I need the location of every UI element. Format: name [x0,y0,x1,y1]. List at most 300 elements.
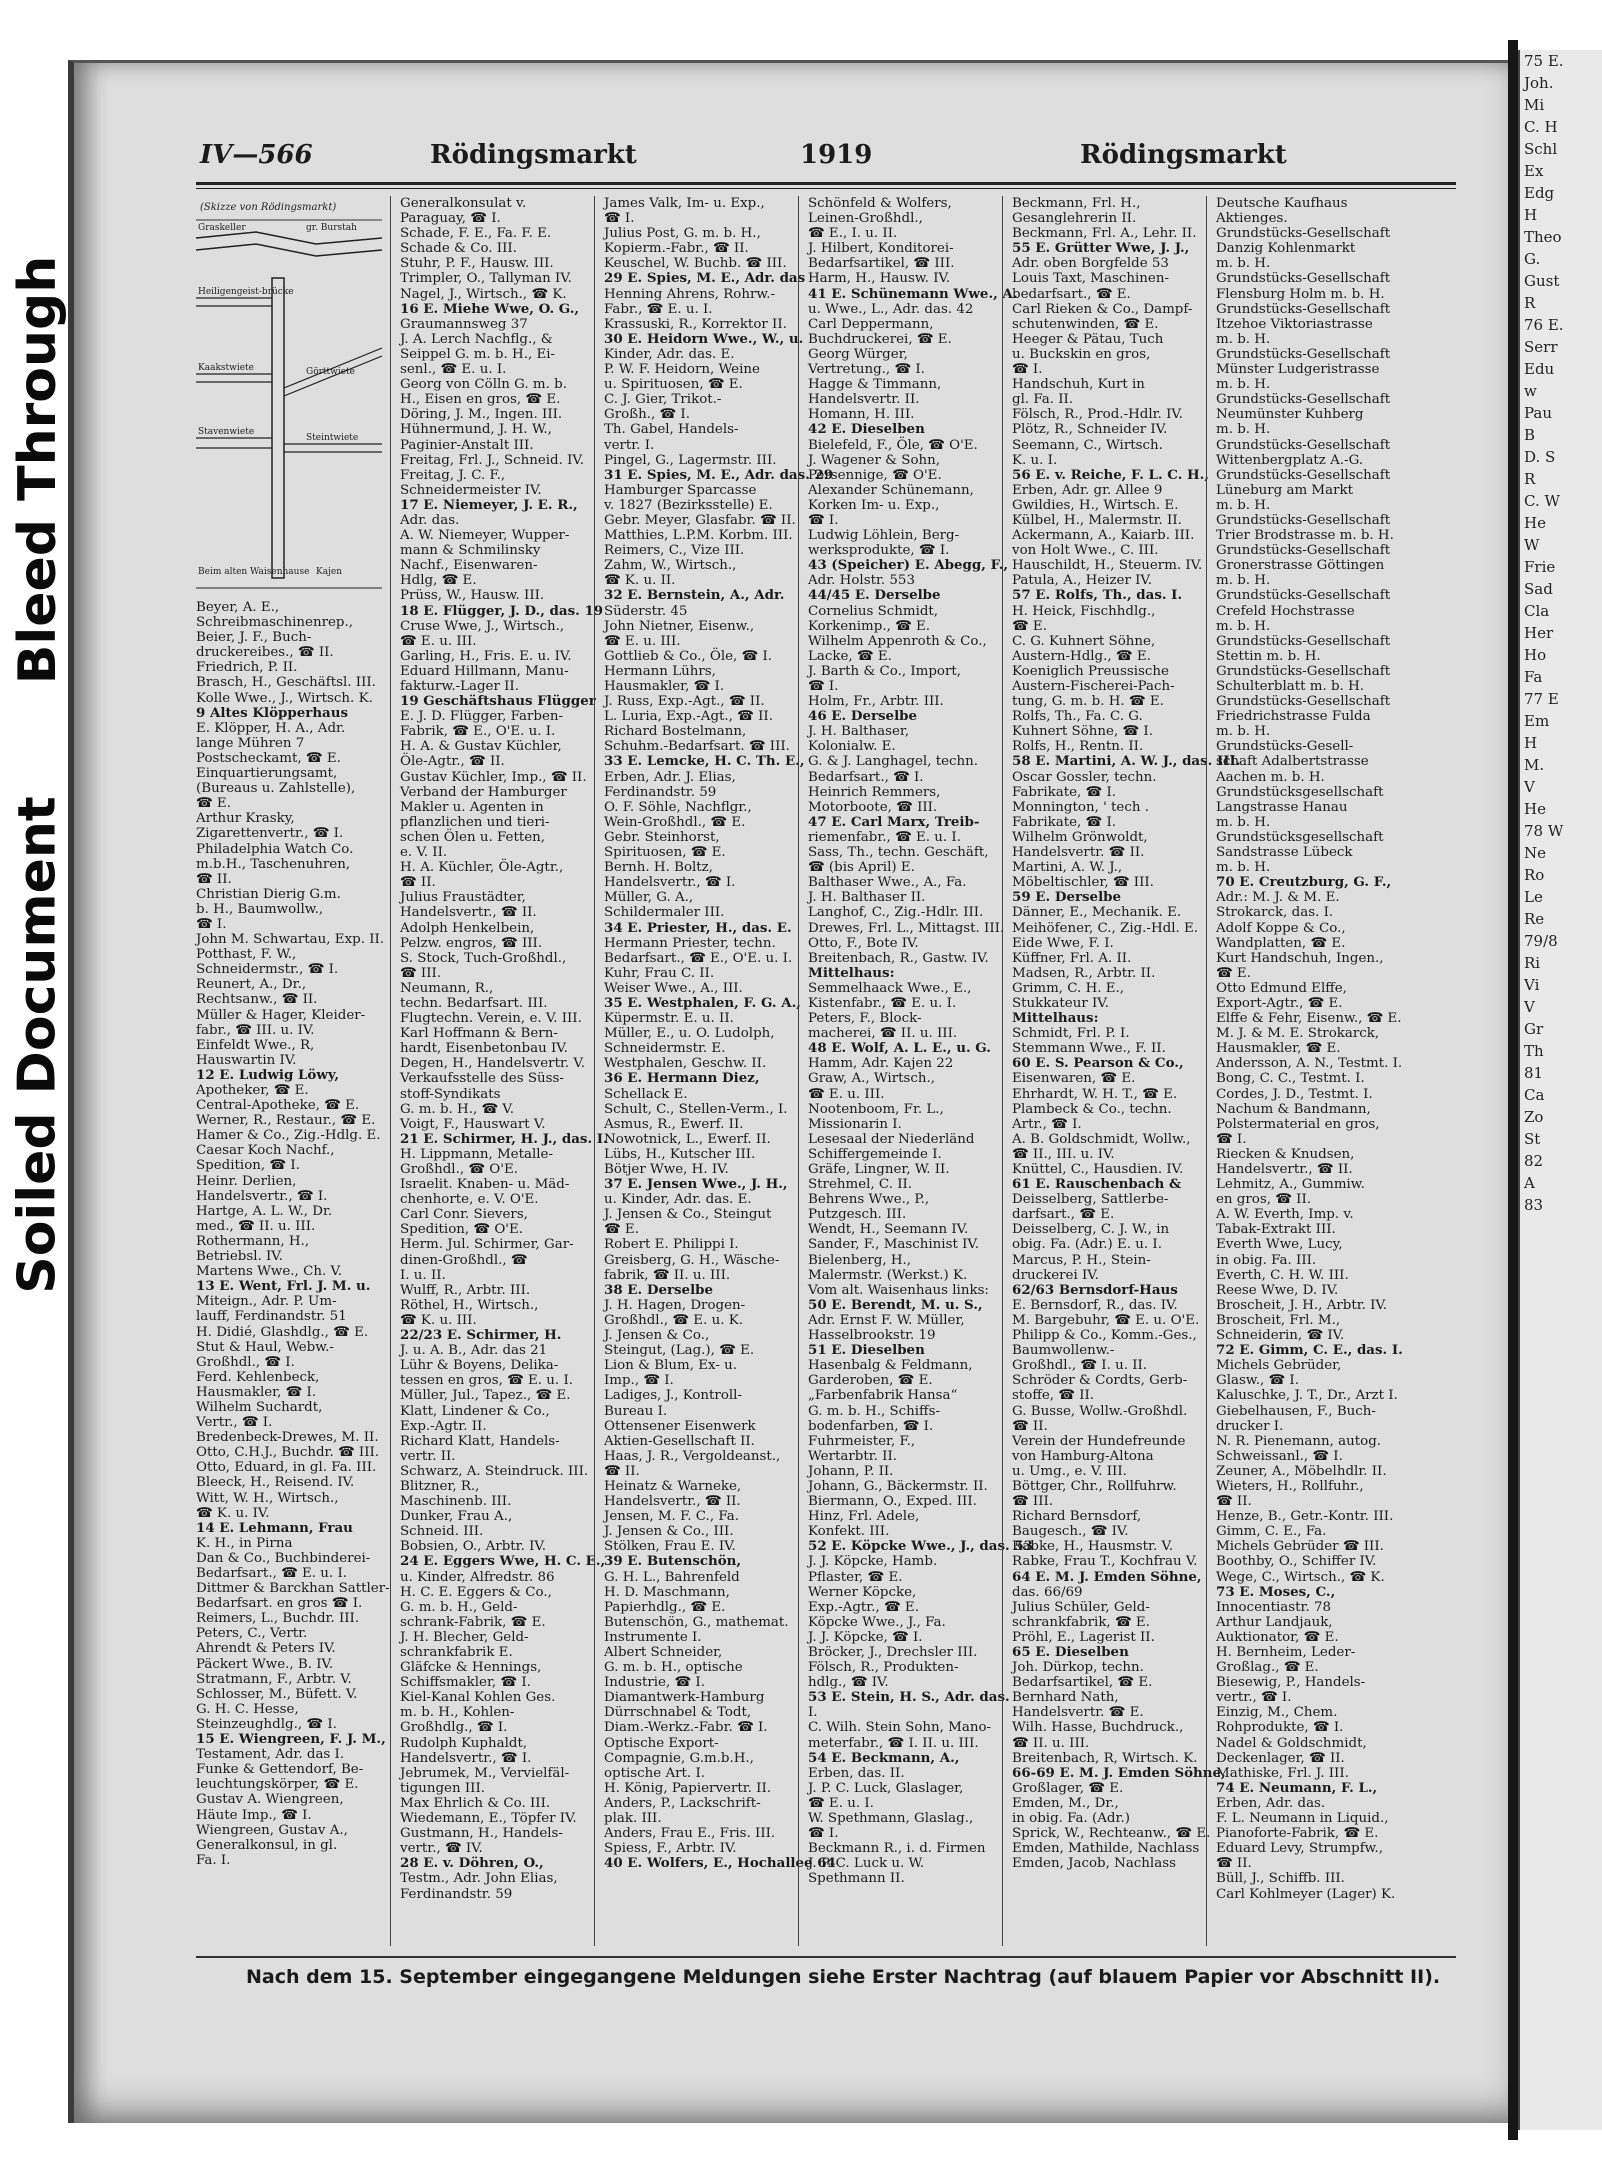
directory-entry-line: Handelsvertr., ☎ I. [196,1188,328,1204]
directory-entry-line: Langhof, C., Zig.-Hdlr. III. [808,905,984,921]
directory-entry-line: Grundstücksgesellschaft [1216,829,1384,845]
directory-entry-line: 37 E. Jensen Wwe., J. H., [604,1176,788,1193]
directory-entry-line: m. b. H. [1216,422,1271,438]
directory-entry-line: Spedition, ☎ O'E. [400,1222,524,1238]
directory-entry-line: Grundstücks-Gesellschaft [1216,588,1391,604]
directory-entry-line: Beier, J. F., Buch- [196,630,312,646]
directory-entry-line: m.b.H., Taschenuhren, [196,856,351,872]
directory-entry-line: Christian Dierig G.m. [196,886,341,902]
directory-entry-line: Spedition, ☎ I. [196,1158,300,1174]
directory-entry-line: H. D. Maschmann, [604,1584,730,1600]
directory-entry-line: Emden, Mathilde, Nachlass [1012,1841,1200,1857]
directory-entry-line: Einfeldt Wwe., R, [196,1037,315,1053]
directory-entry-line: 9 Altes Klöpperhaus [196,704,349,721]
directory-entry-line: 51 E. Dieselben [808,1342,925,1359]
facing-page-fragment: 81 [1524,1064,1544,1082]
directory-entry-line: bedarfsart., ☎ E. [1012,286,1131,302]
directory-entry-line: Gwildies, H., Wirtsch. E. [1012,497,1179,513]
directory-entry-line: Neumann, R., [400,980,494,996]
directory-entry-line: ☎ (bis April) E. [808,860,915,876]
directory-entry-line: 30 E. Heidorn Wwe., W., u. [604,330,804,347]
directory-entry-line: G. H. L., Bahrenfeld [604,1569,740,1585]
directory-entry-line: Degen, H., Handelsvertr. V. [400,1056,585,1072]
directory-entry-line: I. [808,1705,818,1721]
directory-entry-line: Paginier-Anstalt III. [400,437,534,453]
directory-entry-line: Richard Klatt, Handels- [400,1433,560,1449]
directory-entry-line: Wilhelm Grönwoldt, [1012,829,1148,845]
directory-entry-line: Pianoforte-Fabrik, ☎ E. [1216,1826,1379,1842]
directory-entry-line: J. H. Hagen, Drogen- [604,1297,746,1313]
directory-entry-line: Compagnie, G.m.b.H., [604,1750,754,1766]
directory-entry-line: Herm. Jul. Schirmer, Gar- [400,1237,574,1253]
directory-entry-line: Krassuski, R., Korrektor II. [604,316,787,332]
directory-entry-line: Gustav Küchler, Imp., ☎ II. [400,769,587,785]
directory-entry-line: Fölsch, R., Prod.-Hdlr. IV. [1012,407,1183,423]
directory-entry-line: m. b. H. [1216,573,1271,589]
directory-entry-line: Hamburger Sparcasse [604,482,757,498]
directory-entry-line: Witt, W. H., Wirtsch., [196,1490,339,1506]
directory-entry-line: Schade & Co. III. [400,241,517,257]
directory-entry-line: Hausmakler, ☎ I. [196,1384,317,1400]
directory-entry-line: Bedarfsart., ☎ I. [808,769,924,785]
directory-entry-line: Spethmann II. [808,1871,905,1887]
directory-entry-line: Persennige, ☎ O'E. [808,467,942,483]
directory-entry-line: J. H. Balthaser II. [808,890,926,906]
directory-entry-line: Deckenlager, ☎ II. [1216,1750,1345,1766]
directory-entry-line: ☎ III. [1012,1494,1054,1510]
directory-entry-line: Harm, H., Hausw. IV. [808,271,951,287]
directory-entry-line: u. Kinder, Alfredstr. 86 [400,1569,555,1585]
directory-entry-line: ☎ II. [604,1463,640,1479]
directory-entry-line: Johann, G., Bäckermstr. II. [808,1478,988,1494]
directory-entry-line: (Bureaus u. Zahlstelle), [196,781,356,797]
facing-page-fragment: He [1524,800,1546,818]
directory-entry-line: 72 E. Gimm, C. E., das. I. [1216,1342,1403,1359]
directory-entry-line: Bötjer Wwe, H. IV. [604,1162,729,1177]
directory-entry-line: Beckmann R., i. d. Firmen [808,1841,986,1857]
directory-entry-line: Carl Conr. Sievers, [400,1207,528,1223]
directory-entry-line: Georg Würger, [808,346,908,362]
facing-page-fragment: Zo [1524,1108,1544,1126]
directory-entry-line: G. m. b. H., optische [604,1660,743,1676]
directory-entry-line: 21 E. Schirmer, H. J., das. I. [400,1130,608,1147]
facing-page-fragment: Joh. [1524,74,1554,92]
directory-entry-line: Handelsvertr., ☎ II. [604,1494,741,1510]
directory-entry-line: lange Mühren 7 [196,735,305,751]
directory-entry-line: G. m. b. H., Schiffs- [808,1403,940,1419]
directory-entry-line: Öle-Agtr., ☎ II. [400,754,505,770]
directory-entry-line: 41 E. Schünemann Wwe., A. [808,285,1018,302]
directory-entry-line: G. Busse, Wollw.-Großhdl. [1012,1403,1188,1419]
directory-entry-line: macherei, ☎ II. u. III. [808,1026,958,1042]
directory-entry-line: werksprodukte, ☎ I. [808,543,950,559]
directory-entry-line: Oscar Gossler, techn. [1012,769,1157,785]
directory-entry-line: ☎ I. [604,211,635,227]
directory-entry-line: Homann, H. III. [808,407,915,423]
directory-entry-line: Lacke, ☎ E. [808,648,892,664]
directory-entry-line: Carl Deppermann, [808,316,934,332]
directory-entry-line: Robert E. Philippi I. [604,1237,739,1253]
directory-entry-line: Aachen m. b. H. [1216,769,1325,785]
directory-entry-line: Schiffergemeinde I. [808,1146,942,1162]
directory-entry-line: vertr. I. [604,437,655,453]
directory-entry-line: M. J. & M. E. Strokarck, [1216,1026,1380,1042]
directory-entry-line: ☎ II. [1216,1856,1252,1872]
directory-entry-line: Kolonialw. E. [808,739,896,755]
facing-page-fragment: B [1524,426,1536,444]
directory-entry-line: Asmus, R., Ewerf. II. [604,1116,744,1132]
facing-page-fragment: Vi [1524,976,1540,994]
directory-entry-line: Louis Taxt, Maschinen- [1012,271,1169,287]
directory-entry-line: ☎ I. [808,512,839,528]
directory-entry-line: Beyer, A. E., [196,600,280,615]
directory-entry-line: Martini, A. W. J., [1012,860,1123,876]
directory-entry-line: 15 E. Wiengreen, F. J. M., [196,1731,386,1748]
directory-entry-line: Erben, Adr. J. Elias, [604,769,736,785]
directory-entry-line: Großhdlg., ☎ I. [400,1720,508,1736]
directory-entry-line: Wertarbtr. II. [808,1448,897,1464]
directory-entry-line: m. b. H. [1216,377,1271,393]
directory-entry-line: Adr. Holstr. 553 [808,573,915,589]
directory-entry-line: 35 E. Westphalen, F. G. A., [604,994,801,1011]
directory-entry-line: 74 E. Neumann, F. L., [1216,1779,1378,1796]
directory-entry-line: Friedrich, P. II. [196,660,298,676]
directory-entry-line: 61 E. Rauschenbach & [1012,1176,1182,1193]
directory-entry-line: Adr.: M. J. & M. E. [1216,890,1340,906]
directory-entry-line: in obig. Fa. (Adr.) [1012,1811,1130,1827]
directory-entry-line: Balthaser Wwe., A., Fa. [808,875,967,891]
directory-entry-line: Handelsvertr., ☎ II. [1216,1162,1353,1177]
directory-entry-line: leuchtungskörper, ☎ E. [196,1777,359,1793]
directory-entry-line: Fabr., ☎ E. u. I. [604,301,713,317]
directory-entry-line: v. 1827 (Bezirksstelle) E. [604,497,773,513]
directory-entry-line: ☎ E. u. III. [604,633,681,649]
directory-entry-line: Wieters, H., Rollfuhr., [1216,1478,1364,1494]
directory-entry-line: Zigarettenvertr., ☎ I. [196,826,344,842]
directory-entry-line: Koeniglich Preussische [1012,663,1169,679]
directory-entry-line: Optische Export- [604,1735,719,1751]
directory-entry-line: Andersson, A. N., Testmt. I. [1216,1056,1403,1072]
directory-entry-line: Trier Brodstrasse m. b. H. [1216,528,1394,544]
directory-entry-line: 38 E. Derselbe [604,1281,714,1298]
directory-entry-line: m. b. H. [1216,860,1271,876]
directory-entry-line: Stettin m. b. H. [1216,648,1321,664]
directory-entry-line: Bedarfsartikel, ☎ III. [808,256,955,272]
directory-entry-line: 59 E. Derselbe [1012,889,1122,906]
directory-entry-line: schrankfabrik, ☎ E. [1012,1614,1150,1630]
directory-entry-line: Flugtechn. Verein, e. V. III. [400,1011,582,1027]
directory-entry-line: Makler u. Agenten in [400,799,544,815]
directory-entry-line: Grundstücks-Gesellschaft [1216,392,1391,408]
directory-entry-line: Baugesch., ☎ IV. [1012,1524,1129,1540]
directory-entry-line: Bleeck, H., Reisend. IV. [196,1475,355,1491]
directory-entry-line: Verkaufsstelle des Süss- [400,1071,564,1087]
directory-entry-line: Spirituosen, ☎ E. [604,845,726,861]
directory-entry-line: John M. Schwartau, Exp. II. [196,932,385,948]
directory-entry-line: Kolle Wwe., J., Wirtsch. K. [196,690,373,706]
directory-entry-line: m. b. H., Kohlen- [400,1705,515,1721]
directory-entry-line: lauff, Ferdinandstr. 51 [196,1309,347,1325]
directory-entry-line: Fabrik, ☎ E., O'E. u. I. [400,724,556,740]
directory-entry-line: Ackermann, A., Kaiarb. III. [1012,528,1195,544]
directory-entry-line: Grundstücks-Gesellschaft [1216,663,1391,679]
directory-entry-line: S. Stock, Tuch-Großhdl., [400,950,567,966]
directory-entry-line: med., ☎ II. u. III. [196,1218,316,1234]
directory-entry-line: Deutsche Kaufhaus [1216,196,1348,211]
directory-entry-line: 12 E. Ludwig Löwy, [196,1066,340,1083]
directory-entry-line: Großh., ☎ I. [604,407,690,423]
directory-entry-line: ☎ II. [1216,1494,1252,1510]
directory-entry-line: Deisselberg, C. J. W., in [1012,1222,1170,1238]
directory-entry-line: Diamantwerk-Hamburg [604,1690,765,1706]
directory-entry-line: Fabrikate, ☎ I. [1012,784,1117,800]
directory-column-5 [1012,196,1241,1872]
directory-entry-line: J. Barth & Co., Import, [808,663,962,679]
directory-entry-line: J. H. Blecher, Geld- [400,1629,529,1645]
directory-entry-line: Madsen, R., Arbtr. II. [1012,965,1156,981]
directory-entry-line: Handelsvertr., ☎ I. [400,1750,532,1766]
directory-entry-line: Eduard Hillmann, Manu- [400,663,569,679]
directory-entry-line: J. P. C. Luck u. W. [808,1856,925,1872]
directory-entry-line: Stut & Haul, Webw.- [196,1339,334,1355]
header-street-left: Rödingsmarkt [430,140,637,170]
directory-entry-line: m. b. H. [1216,724,1271,740]
directory-entry-line: Putzgesch. III. [808,1207,907,1223]
directory-entry-line: Ehrhardt, W. H. T., ☎ E. [1012,1086,1178,1102]
directory-entry-line: Mittelhaus: [808,964,895,981]
directory-entry-line: Grundstücks-Gesell- [1216,739,1354,755]
directory-entry-line: ☎ E. [604,1222,639,1238]
directory-entry-line: Gebr. Steinhorst, [604,829,720,845]
directory-entry-line: 46 E. Derselbe [808,708,918,725]
directory-entry-line: J. J. Köpcke, Hamb. [808,1554,938,1570]
directory-entry-line: Schildermaler III. [604,905,725,921]
directory-entry-line: Heeger & Pätau, Tuch [1012,331,1164,347]
directory-entry-line: Bernhard Nath, [1012,1690,1119,1706]
directory-entry-line: Dunker, Frau A., [400,1509,513,1525]
directory-entry-line: Küffner, Frl. A. II. [1012,950,1132,966]
directory-entry-line: Motorboote, ☎ III. [808,799,938,815]
facing-page-fragment: Serr [1524,338,1558,356]
directory-entry-line: 39 E. Butenschön, [604,1553,742,1570]
directory-entry-line: Voigt, F., Hauswart V. [400,1116,546,1132]
directory-entry-line: H. König, Papiervertr. II. [604,1780,772,1796]
soiled-document-label [6,760,70,1330]
directory-entry-line: Döring, J. M., Ingen. III. [400,407,563,423]
directory-entry-line: Hasselbrookstr. 19 [808,1328,936,1344]
directory-entry-line: Großhdl., ☎ I. [196,1354,295,1370]
directory-entry-line: 22/23 E. Schirmer, H. [400,1327,562,1344]
directory-entry-line: 33 E. Lemcke, H. C. Th. E., [604,753,805,770]
directory-entry-line: Ferdinandstr. 59 [604,784,717,800]
directory-entry-line: druckereibes., ☎ II. [196,645,334,661]
directory-entry-line: Westphalen, Geschw. II. [604,1056,767,1072]
directory-entry-line: Korken Im- u. Exp., [808,497,940,513]
directory-entry-line: Steinzeughdlg., ☎ I. [196,1716,337,1732]
directory-entry-line: Elffe & Fehr, Eisenw., ☎ E. [1216,1011,1402,1027]
directory-entry-line: Bröcker, J., Drechsler III. [808,1645,978,1660]
facing-page-fragment: H [1524,206,1538,224]
directory-entry-line: Michels Gebrüder ☎ III. [1216,1539,1384,1555]
directory-entry-line: Schneiderin, ☎ IV. [1216,1328,1345,1344]
directory-entry-line: Jensen, M. F. C., Fa. [604,1509,739,1525]
directory-entry-line: Rohprodukte, ☎ I. [1216,1720,1344,1736]
directory-entry-line: Polstermaterial en gros, [1216,1116,1380,1132]
directory-entry-line: Häute Imp., ☎ I. [196,1807,312,1823]
directory-entry-line: Großlager, ☎ E. [1012,1780,1124,1796]
facing-page-fragment: Edg [1524,184,1555,202]
directory-entry-line: Buchdruckerei, ☎ E. [808,331,952,347]
directory-entry-line: u. Spirituosen, ☎ E. [604,377,743,393]
directory-entry-line: 57 E. Rolfs, Th., das. I. [1012,587,1183,604]
directory-entry-line: Garling, H., Fris. E. u. IV. [400,648,572,664]
directory-entry-line: Gustmann, H., Handels- [400,1826,563,1842]
directory-entry-line: Schellack E. [604,1086,688,1102]
directory-entry-line: tung, G. m. b. H. ☎ E. [1012,694,1164,710]
facing-page-fragment: 75 E. [1524,52,1564,70]
directory-entry-line: Schade, F. E., Fa. F. E. [400,226,552,242]
directory-entry-line: Philadelphia Watch Co. [196,841,354,857]
directory-entry-line: Bedarfsart., ☎ E., O'E. u. I. [604,950,793,966]
directory-entry-line: Kiel-Kanal Kohlen Ges. [400,1690,556,1706]
footer-note: Nach dem 15. September eingegangene Meldungen siehe Erster Nachtrag (auf blauem Papier vor Abschnitt II). [246,1966,1441,1988]
directory-entry-line: Biesewig, P., Handels- [1216,1675,1366,1691]
directory-entry-line: Bielenberg, H., [808,1252,912,1268]
directory-column-1 [196,600,390,1868]
directory-entry-line: Hinz, Frl. Adele, [808,1509,920,1525]
facing-page-fragment: Ho [1524,646,1547,664]
directory-entry-line: Handschuh, Kurt in [1012,377,1145,393]
directory-entry-line: Tabak-Extrakt III. [1216,1222,1336,1238]
facing-page-fragment: 77 E [1524,690,1559,708]
directory-entry-line: 16 E. Miehe Wwe, O. G., [400,300,580,317]
directory-entry-line: Nagel, J., Wirtsch., ☎ K. [400,286,567,302]
directory-entry-line: Steingut, (Lag.), ☎ E. [604,1343,755,1359]
directory-entry-line: J. Jensen & Co., Steingut [604,1207,772,1223]
directory-entry-line: J. P. C. Luck, Glaslager, [808,1780,964,1796]
facing-page-fragments [1520,50,1602,1216]
directory-entry-line: 54 E. Beckmann, A., [808,1749,960,1766]
directory-entry-line: Holm, Fr., Arbtr. III. [808,694,944,710]
directory-entry-line: Schneidermstr. E. [604,1041,726,1057]
directory-entry-line: 66-69 E. M. J. Emden Söhne, [1012,1764,1226,1781]
directory-entry-line: 50 E. Berendt, M. u. S., [808,1296,983,1313]
directory-entry-line: Gesanglehrerin II. [1012,211,1137,227]
directory-column-4 [808,196,1033,1887]
directory-entry-line: 32 E. Bernstein, A., Adr. [604,587,785,604]
facing-page-fragment: Ri [1524,954,1541,972]
directory-entry-line: drucker I. [1216,1418,1284,1434]
directory-entry-line: Pröhl, E., Lagerist II. [1012,1629,1155,1645]
directory-entry-line: J. Jensen & Co., [604,1328,710,1344]
directory-entry-line: m. b. H. [1216,618,1271,634]
directory-entry-line: James Valk, Im- u. Exp., [604,196,765,211]
directory-entry-line: ☎ II. u. III. [1012,1735,1090,1751]
directory-entry-line: Henning Ahrens, Rohrw.- [604,286,776,302]
directory-entry-line: Wege, C., Wirtsch., ☎ K. [1216,1569,1385,1585]
directory-entry-line: Emden, Jacob, Nachlass [1012,1856,1176,1872]
directory-entry-line: vertr., ☎ IV. [400,1841,483,1857]
bleed-through-text: Bleed Through [8,255,69,685]
directory-entry-line: Baumwollenw.- [1012,1343,1115,1359]
directory-entry-line: H. A. & Gustav Küchler, [400,739,562,755]
directory-entry-line: Reimers, L., Buchdr. III. [196,1611,360,1627]
directory-entry-line: Handelsvertr., ☎ I. [604,875,736,891]
directory-entry-line: W. Spethmann, Glaslag., [808,1811,974,1827]
directory-entry-line: Jebrumek, M., Vervielfäl- [400,1765,570,1781]
facing-page-fragment: w [1524,382,1537,400]
directory-entry-line: meterfabr., ☎ I. II. u. III. [808,1735,979,1751]
directory-entry-line: Haas, J. R., Vergoldeanst., [604,1448,781,1464]
directory-entry-line: 28 E. v. Döhren, O., [400,1855,544,1872]
directory-entry-line: Hamer & Co., Zig.-Hdlg. E. [196,1128,381,1144]
directory-entry-line: H. Heick, Fischhdlg., [1012,603,1156,619]
directory-entry-line: Gottlieb & Co., Öle, ☎ I. [604,648,773,664]
directory-entry-line: Schwarz, A. Steindruck. III. [400,1463,589,1479]
directory-entry-line: fabrik, ☎ II. u. III. [604,1267,731,1283]
directory-entry-line: hdlg., ☎ IV. [808,1675,889,1691]
directory-entry-line: Emden, M., Dr., [1012,1795,1119,1811]
directory-entry-line: Crefeld Hochstrasse [1216,603,1355,619]
directory-entry-line: Malermstr. (Werkst.) K. [808,1267,968,1283]
directory-entry-line: M. Bargebuhr, ☎ E. u. O'E. [1012,1312,1200,1328]
directory-entry-line: Weiser Wwe., A., III. [604,980,743,996]
directory-entry-line: Hermann Lührs, [604,663,716,679]
facing-page-fragment: 83 [1524,1196,1544,1214]
directory-entry-line: Seemann, C., Wirtsch. [1012,437,1163,453]
facing-page-fragment: Ne [1524,844,1547,862]
directory-entry-line: Röthel, H., Wirtsch., [400,1297,539,1313]
directory-entry-line: Böttger, Chr., Rollfuhrw. [1012,1478,1177,1494]
directory-entry-line: Anders, Frau E., Fris. III. [604,1826,776,1842]
directory-entry-line: Austern-Fischerei-Pach- [1012,679,1175,694]
directory-entry-line: H. A. Küchler, Öle-Agtr., [400,860,564,876]
directory-entry-line: Caesar Koch Nachf., [196,1143,335,1159]
directory-entry-line: Dürrschnabel & Todt, [604,1705,752,1721]
directory-entry-line: Schröder & Cordts, Gerb- [1012,1373,1188,1389]
directory-entry-line: J. Jensen & Co., III. [604,1524,734,1540]
footer-rule [196,1956,1456,1958]
directory-entry-line: Ferdinandstr. 59 [400,1886,513,1902]
directory-entry-line: Flensburg Holm m. b. H. [1216,286,1385,302]
directory-entry-line: Peters, C., Vertr. [196,1626,308,1642]
facing-page-fragment: G. [1524,250,1541,268]
header-rule [196,182,1456,185]
directory-entry-line: Broscheit, Frl. M., [1216,1312,1341,1328]
directory-entry-line: 24 E. Eggers Wwe, H. C. E., [400,1553,606,1570]
facing-page-fragment: Ro [1524,866,1545,884]
directory-entry-line: pflanzlichen und tieri- [400,814,550,830]
facing-page-fragment: W [1524,536,1540,554]
facing-page-fragment: 82 [1524,1152,1544,1170]
directory-entry-line: vertr. II. [400,1448,456,1464]
directory-entry-line: Großlag., ☎ E. [1216,1660,1319,1676]
directory-entry-line: Korkenimp., ☎ E. [808,618,931,634]
directory-entry-line: Everth Wwe, Lucy, [1216,1237,1343,1253]
directory-entry-line: Wendt, H., Seemann IV. [808,1222,969,1238]
directory-entry-line: Wulff, R., Arbtr. III. [400,1282,531,1298]
directory-entry-line: 73 E. Moses, C., [1216,1583,1336,1600]
directory-entry-line: Seippel G. m. b. H., Ei- [400,346,556,362]
directory-entry-line: Butenschön, G., mathemat. [604,1614,789,1630]
directory-entry-line: Kuhnert Söhne, ☎ I. [1012,724,1153,740]
directory-entry-line: Stölken, Frau E. IV. [604,1539,736,1555]
directory-entry-line: Ludwig Löhlein, Berg- [808,528,960,544]
directory-entry-line: Rabke, H., Hausmstr. V. [1012,1539,1174,1555]
page-header [200,140,1450,176]
directory-entry-line: J. u. A. B., Adr. das 21 [400,1343,548,1359]
directory-entry-line: A. W. Everth, Imp. v. [1216,1207,1354,1223]
